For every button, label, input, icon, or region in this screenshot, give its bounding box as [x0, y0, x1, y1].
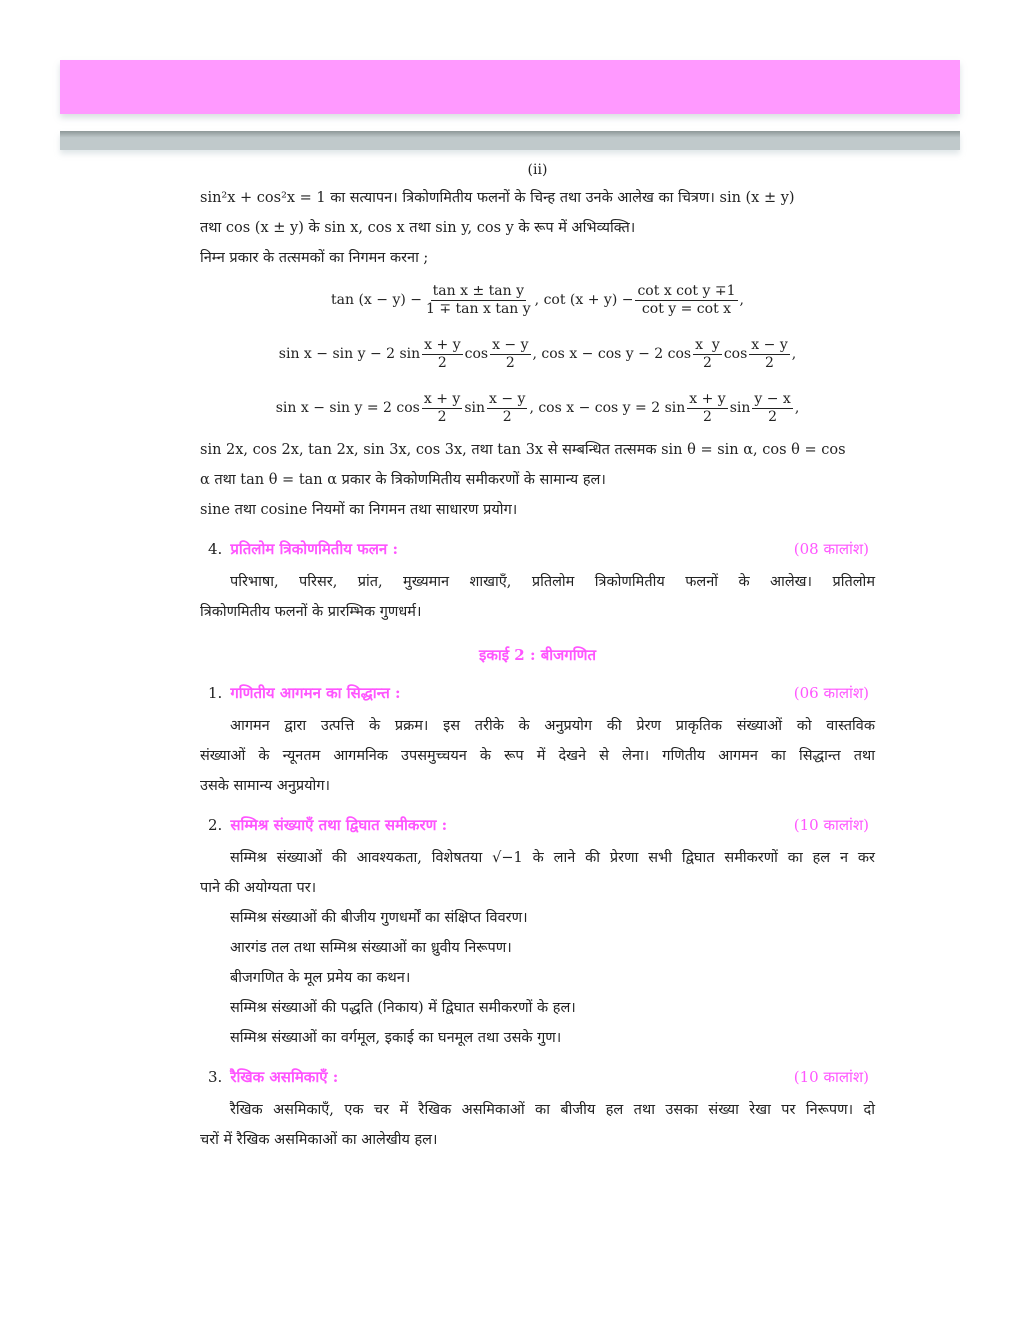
- denominator: 2: [765, 354, 774, 371]
- section-heading-induction: [200, 675, 875, 711]
- denominator: 2: [437, 408, 447, 425]
- formula-part: , cot (x + y) −: [534, 292, 634, 308]
- numerator: tan x ± tan y: [432, 282, 524, 299]
- formula-part: sin x − sin y = 2 cos: [275, 400, 420, 416]
- formula-sum-to-product-1: [200, 327, 875, 381]
- text-line: निम्न प्रकार के तत्समकों का निगमन करना ;: [200, 250, 429, 266]
- numerator: x + y: [423, 390, 461, 407]
- numerator: cot x cot y ∓1: [637, 282, 736, 299]
- section-heading-linear-inequalities: [200, 1059, 875, 1095]
- fraction: [424, 283, 533, 318]
- fraction: [687, 391, 727, 426]
- formula-part: tan (x − y) −: [331, 292, 422, 308]
- numerator: x − y: [492, 336, 529, 353]
- formula-sum-to-product-2: [200, 381, 875, 435]
- fraction: [490, 337, 530, 372]
- section-heading-complex-numbers: [200, 807, 875, 843]
- text-line: sine तथा cosine नियमों का निगमन तथा साधारण प्रयोग।: [200, 502, 518, 518]
- fraction: [693, 337, 722, 372]
- unit-title: इकाई 2 : बीजगणित: [478, 646, 597, 664]
- text-line: α तथा tan θ = tan α प्रकार के त्रिकोणमितीय समीकरणों के सामान्य हल।: [200, 472, 606, 488]
- text-line: संख्याओं के न्यूनतम आगमनिक उपसमुच्चयन के रूप में देखने से लेना। गणितीय आगमन का सिद्धान्त तथा: [200, 748, 875, 764]
- text-line: त्रिकोणमितीय फलनों के प्रारम्भिक गुणधर्म।: [200, 604, 422, 620]
- numerator: x − y: [751, 336, 788, 353]
- list-item: बीजगणित के मूल प्रमेय का कथन।: [230, 970, 411, 986]
- page-number: (ii): [527, 162, 548, 178]
- section-periods: (10 कालांश): [793, 816, 869, 834]
- formula-part: , cos x − cos y = 2 sin: [529, 400, 686, 416]
- formula-part: sin: [464, 400, 485, 416]
- denominator: 2: [505, 354, 515, 371]
- section-number: 2.: [208, 816, 223, 834]
- list-item: आरगंड तल तथा सम्मिश्र संख्याओं का ध्रुवीय निरूपण।: [230, 940, 512, 956]
- section-number: 3.: [208, 1068, 223, 1086]
- text-line: तथा cos (x ± y) के sin x, cos x तथा sin y, cos y के रूप में अभिव्यक्ति।: [200, 220, 636, 236]
- formula-tan-cot: [200, 273, 875, 327]
- denominator: 2: [703, 408, 712, 425]
- section-heading-inverse-trig: [200, 531, 875, 567]
- text-line: सम्मिश्र संख्याओं की आवश्यकता, विशेषतया √−1 के लाने की प्रेरणा सभी द्विघात समीकरणों का हल न कर: [230, 850, 875, 866]
- fraction: [487, 391, 527, 426]
- text-line: परिभाषा, परिसर, प्रांत, मुख्यमान शाखाएँ, प्रतिलोम त्रिकोणमितीय फलनों के आलेख। प्रतिलोम: [230, 574, 875, 590]
- text-line: रैखिक असमिकाएँ, एक चर में रैखिक असमिकाओं का बीजीय हल तथा उसका संख्या रेखा पर निरूपण। दो: [230, 1102, 875, 1118]
- section-number: 1.: [208, 684, 223, 702]
- text-line: sin 2x, cos 2x, tan 2x, sin 3x, cos 3x, तथा tan 3x से सम्बन्धित तत्समक sin θ = sin α, cos θ = cos: [200, 442, 846, 458]
- formula-part: cos: [723, 346, 748, 362]
- section-periods: (08 कालांश): [793, 540, 869, 558]
- text-line: आगमन द्वारा उत्पत्ति के प्रक्रम। इस तरीके के अनुप्रयोग की प्रेरण प्राकृतिक संख्याओं को वास्तविक: [230, 718, 875, 734]
- numerator: x + y: [424, 336, 461, 353]
- formula-part: ,: [794, 400, 800, 416]
- numerator: x y: [695, 336, 720, 353]
- denominator: 1 ∓ tan x tan y: [426, 300, 531, 317]
- section-title: प्रतिलोम त्रिकोणमितीय फलन :: [230, 540, 398, 558]
- fraction: [422, 391, 462, 426]
- section-title: सम्मिश्र संख्याएँ तथा द्विघात समीकरण :: [230, 816, 448, 834]
- list-item: सम्मिश्र संख्याओं का वर्गमूल, इकाई का घनमूल तथा उसके गुण।: [230, 1030, 562, 1046]
- denominator: cot y = cot x: [641, 300, 732, 317]
- page-content: [200, 157, 875, 1155]
- section-title: गणितीय आगमन का सिद्धान्त :: [230, 684, 401, 702]
- header-grey-band: [60, 131, 960, 150]
- text-line: sin²x + cos²x = 1 का सत्यापन। त्रिकोणमितीय फलनों के चिन्ह तथा उनके आलेख का चित्रण। sin (x ± y): [200, 190, 795, 206]
- formula-part: sin: [729, 400, 751, 416]
- denominator: 2: [502, 408, 512, 425]
- section-number: 4.: [208, 540, 223, 558]
- section-periods: (06 कालांश): [793, 684, 869, 702]
- fraction: [422, 337, 462, 372]
- formula-part: , cos x − cos y − 2 cos: [532, 346, 692, 362]
- fraction: [635, 283, 737, 318]
- formula-part: cos: [464, 346, 489, 362]
- header-pink-band: [60, 60, 960, 114]
- section-periods: (10 कालांश): [793, 1068, 869, 1086]
- list-item: सम्मिश्र संख्याओं की पद्धति (निकाय) में द्विघात समीकरणों के हल।: [230, 1000, 576, 1016]
- list-item: सम्मिश्र संख्याओं की बीजीय गुणधर्मों का संक्षिप्त विवरण।: [230, 910, 528, 926]
- denominator: 2: [703, 354, 712, 371]
- denominator: 2: [768, 408, 778, 425]
- numerator: y − x: [754, 390, 791, 407]
- text-line: उसके सामान्य अनुप्रयोग।: [200, 778, 330, 794]
- text-line: चरों में रैखिक असमिकाओं का आलेखीय हल।: [200, 1132, 438, 1148]
- formula-part: sin x − sin y − 2 sin: [278, 346, 421, 362]
- formula-part: ,: [739, 292, 744, 308]
- text-line: पाने की अयोग्यता पर।: [200, 880, 317, 896]
- fraction: [749, 337, 789, 372]
- denominator: 2: [437, 354, 447, 371]
- fraction: [752, 391, 792, 426]
- numerator: x + y: [689, 390, 726, 407]
- formula-part: ,: [791, 346, 797, 362]
- numerator: x − y: [489, 390, 526, 407]
- section-title: रैखिक असमिकाएँ :: [230, 1068, 339, 1086]
